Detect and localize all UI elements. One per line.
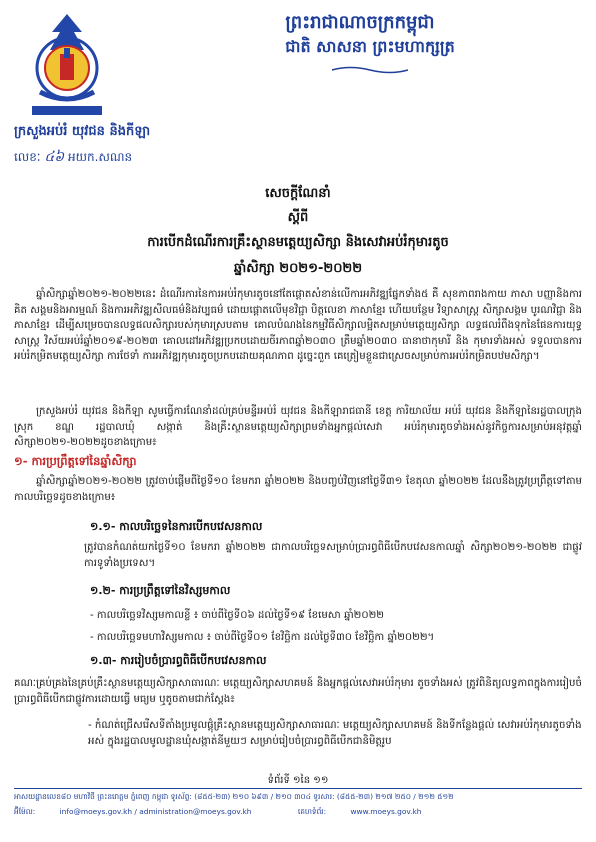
ref-number: ៤៦ (44, 149, 65, 165)
subsection-heading-1-1: ១.១- កាលបរិច្ឆេទនៃការបើកបវេសនកាល (90, 520, 263, 533)
bullet-long-vacation: - កាលបរិច្ឆេទមហាវិស្សមកាល ៖ ចាប់ពីថ្ងៃទី០១ ខែវិច្ឆិកា ដល់ថ្ងៃទី៣០ ខែវិច្ឆិកា ឆ្នាំ២០២២។ (90, 632, 435, 643)
kingdom-heading: ព្រះរាជាណាចក្រកម្ពុជា (285, 12, 435, 33)
subsection-1-3-paragraph: គណៈគ្រប់គ្រងនៃគ្រប់គ្រឹះស្ថានមត្តេយ្យសិក្សាសាធារណៈ មត្តេយ្យសិក្សាសហគមន៍ និងអ្នកផ្ដល់សេវាអប់រំកុមារ តូចទាំងអស់ ត្រូវពិនិត្យលទ្ធភាពក្នុងការរៀបចំប្រារព្ធពិធីបើកជាផ្លូវការដោយធ្វើ មធ្យម ឬតូចតាមជាក់ស្ដែង៖ (14, 678, 582, 705)
national-motto: ជាតិ សាសនា ព្រះមហាក្សត្រ (285, 37, 455, 56)
page-number: ទំព័រទី ១នៃ ១១ (267, 775, 329, 786)
doc-title-line3: ការបើកដំណើរការគ្រឹះស្ថានមត្តេយ្យសិក្សា និងសេវាអប់រំកុមារតូច (147, 235, 449, 250)
ref-suffix: អយក.សណន (68, 150, 133, 164)
bullet-short-vacation: - កាលបរិច្ឆេទវិស្សមកាលខ្លី ៖ ចាប់ពីថ្ងៃទី០៦ ដល់ថ្ងៃទី១៩ ខែមេសា ឆ្នាំ២០២២ (90, 610, 385, 621)
footer-email[interactable]: អ៊ីម៉ែល: info@moeys.gov.kh / administration@moeys.gov.kh (14, 807, 252, 816)
section-heading-1: ១- ការប្រព្រឹត្តទៅនៃឆ្នាំសិក្សា (14, 454, 137, 468)
doc-title-line4: ឆ្នាំសិក្សា ២០២១-២០២២ (233, 261, 363, 276)
subsection-1-1-paragraph: ត្រូវបានកំណត់យកថ្ងៃទី១០ ខែមករា ឆ្នាំ២០២២ ជាកាលបរិច្ឆេទសម្រាប់ប្រារព្ធពិធីបើកបវេសនកាលឆ្នាំ សិក្សា២០២១-២០២២ ជាផ្លូវការទូទាំងប្រទេស។ (84, 542, 582, 569)
reference-line (14, 147, 132, 168)
ref-label: លេខៈ (14, 150, 41, 164)
footer-divider (14, 788, 582, 789)
subsection-heading-1-2: ១.២- ការប្រព្រឹត្តទៅនៃវិស្សមកាល (90, 584, 231, 597)
instruction-paragraph: ក្រសួងអប់រំ យុវជន និងកីឡា សូមធ្វើការណែនាំដល់គ្រប់មន្ទីរអប់រំ យុវជន និងកីឡារាជធានី ខេត្ត ការិយាល័យ អប់រំ យុវជន និងកីឡានៃរដ្ឋបាលក្រុង ស្រុក ខណ្ឌ រដ្ឋបាលឃុំ សង្កាត់ និងគ្រឹះស្ថានមត្តេយ្យសិក្សាព្រមទាំងអ្នកផ្ដល់សេវា អប់រំកុមារតូចទាំងអស់នូវកិច្ចការសម្រាប់អនុវត្តឆ្នាំសិក្សា២០២១-២០២២ដូចខាងក្រោម៖ (14, 406, 582, 448)
footer-website[interactable]: គេហទំព័រ: www.moeys.gov.kh (297, 807, 422, 816)
intro-paragraph: ឆ្នាំសិក្សាឆ្នាំ២០២១-២០២២នេះ ដំណើរការនៃការអប់រំកុមារតូចនៅតែផ្ដោតសំខាន់លើការអភិវឌ្ឍផ្នែកទាំង៥ គឺ សុខភាពរាងកាយ ភាសា បញ្ញានិងការគិត សង្គមនិងអារម្មណ៍ និងការអភិវឌ្ឍសីលធម៌និងវប្បធម៌ ដោយផ្ដោតលើមុខវិជ្ជា បិត្តលេខា ភាសាខ្មែរ ហើយបន្ថែម វិទ្យាសាស្ត្រ សិក្សាសង្គម បូរណវិជ្ជា និងភាសាខ្មែរ ដើម្បីសម្រេចបានលទ្ធផលសិក្សារបស់កុមារស្របតាម គោលបំណងនៃកម្មវិធីសិក្សាលម្អិតសម្រាប់មត្តេយ្យសិក្សា លទ្ធផលរំពឹងទុកនៃផែនការយុទ្ធសាស្ត្រ វិស័យអប់រំឆ្នាំ២០១៩-២០២៣ គោលដៅអភិវឌ្ឍប្រកបដោយចីរភាពឆ្នាំ២០៣០ ត្រឹមឆ្នាំ២០៣០ ធានាថាកុមារី និង កុមារទាំងអស់ ទទួលបានការអប់រំកម្រិតមត្តេយ្យសិក្សា ការថែទាំ ការអភិវឌ្ឍកុមារតូចប្រកបដោយគុណភាព ដូច្នេះពួក គេត្រៀមខ្លួនជាស្រេចសម្រាប់ការអប់រំកម្រិតបឋមសិក្សា។ (14, 289, 582, 362)
footer-contacts (14, 807, 582, 818)
ministry-seal-icon (22, 10, 112, 120)
footer-address: អាសយដ្ឋានលេខ៨០ មហាវិថី ព្រះនរោត្តម ភ្នំពេញ កម្ពុជា ទូរស័ព្ទ: (៨៥៥-២៣) ២១០ ៦៩៣ / ២១០ ៣០៤ ទូរសារ: (៨៥៥-២៣) ២១៧ ២៥០ / ២១២ ៥១២ (14, 792, 454, 801)
subsection-heading-1-3: ១.៣- ការរៀបចំប្រារព្ធពិធីបើកបវេសនកាល (90, 654, 267, 667)
doc-title-line2: ស្ដីពី (287, 210, 309, 225)
ministry-name: ក្រសួងអប់រំ យុវជន និងកីឡា (14, 124, 151, 139)
bullet-site-selection: - កំណត់ជ្រើសរើសទីតាំងប្រមូលផ្ដុំគ្រឹះស្ថានមត្តេយ្យសិក្សាសាធារណៈ មត្តេយ្យសិក្សាសហគមន៍ និងទីកន្លែងផ្ដល់ សេវាអប់រំកុមារតូចទាំងអស់ ក្នុងរដ្ឋបាលមូលដ្ឋានឃុំសង្កាត់នីមួយៗ សម្រាប់រៀបចំប្រារព្ធពិធីបើកជានិមិត្តរូប (88, 720, 582, 747)
doc-title-line1: សេចក្ដីណែនាំ (265, 186, 331, 201)
ornament-divider (330, 60, 410, 70)
section-1-paragraph: ឆ្នាំសិក្សាឆ្នាំ២០២១-២០២២ ត្រូវចាប់ផ្ដើមពីថ្ងៃទី១០ ខែមករា ឆ្នាំ២០២២ និងបញ្ចប់វិញនៅថ្ងៃទី៣១ ខែតុលា ឆ្នាំ២០២២ ដែលនឹងត្រូវប្រព្រឹត្តទៅតាមកាលបរិច្ឆេទដូចខាងក្រោម៖ (14, 476, 582, 503)
